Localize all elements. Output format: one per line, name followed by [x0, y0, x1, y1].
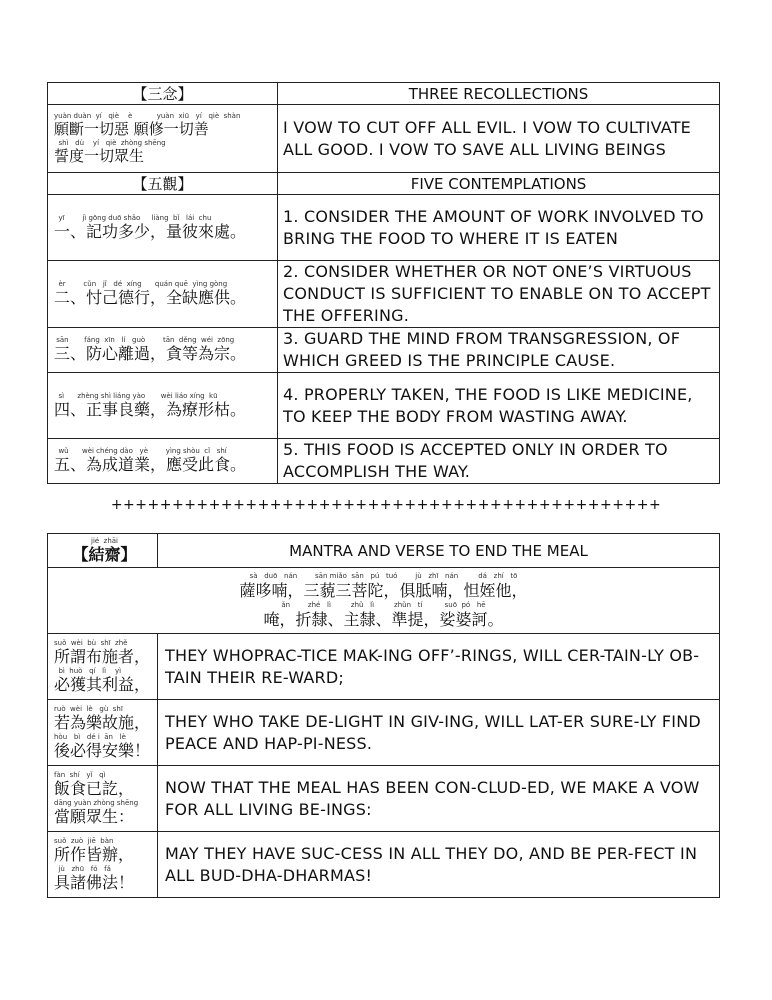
contemplations-title-zh: 【五觀】	[48, 173, 278, 195]
recollections-english: I VOW TO CUT OFF ALL EVIL. I VOW TO CULTIVATE ALL GOOD. I VOW TO SAVE ALL LIVING BEINGS	[278, 105, 720, 173]
verse-english: NOW THAT THE MEAL HAS BEEN CON-CLUD-ED, WE MAKE A VOW FOR ALL LIVING BE-INGS:	[158, 766, 720, 832]
chinese-line: 若為樂故施，	[54, 712, 151, 732]
pinyin-line: yuàn duàn yí qiè è yuàn xiū yí qiè shàn	[54, 111, 241, 120]
chinese-line: 願斷一切惡 願修一切善	[54, 119, 209, 138]
pinyin-line: dāng yuàn zhòng shēng	[54, 798, 139, 807]
contemplation-english: 1. CONSIDER THE AMOUNT OF WORK INVOLVED TO BRING THE FOOD TO WHERE IT IS EATEN	[278, 195, 720, 261]
contemplation-row	[48, 439, 720, 484]
chinese-line: 三、防心離過，貪等為宗。	[54, 344, 247, 363]
verse-english: THEY WHO TAKE DE-LIGHT IN GIV-ING, WILL LAT-ER SURE-LY FIND PEACE AND HAP-PI-NESS.	[158, 700, 720, 766]
pinyin-line: fàn shí yǐ qì	[54, 770, 106, 779]
pinyin-line: shì dù yí qiè zhòng shēng	[54, 138, 166, 147]
contemplation-english: 4. PROPERLY TAKEN, THE FOOD IS LIKE MEDICINE, TO KEEP THE BODY FROM WASTING AWAY.	[278, 373, 720, 439]
verse-row	[48, 700, 720, 766]
separator: +++++++++++++++++++++++++++++++++++++++++++++	[110, 497, 662, 513]
verse-row	[48, 766, 720, 832]
chinese-line: 五、為成道業，應受此食。	[54, 455, 247, 474]
recollections-chinese-cell	[48, 105, 278, 173]
pinyin-line: ruò wèi lè gù shī	[54, 704, 123, 713]
contemplation-row	[48, 328, 720, 373]
verse-row	[48, 832, 720, 898]
pinyin-line: jù zhū fó fǎ	[54, 864, 111, 873]
chinese-line: 一、記功多少，量彼來處。	[54, 221, 247, 241]
contemplations-table	[47, 82, 720, 484]
chinese-line: 唵，折隸、主隸、準提，娑婆訶。	[263, 609, 504, 629]
end-meal-title-en: MANTRA AND VERSE TO END THE MEAL	[158, 534, 720, 568]
contemplation-row	[48, 373, 720, 439]
pinyin-line: sà duō nán sān miǎo sān pú tuó jù zhī nán dá zhí tō	[249, 571, 518, 580]
chinese-line: 二、忖己德行，全缺應供。	[54, 288, 247, 307]
chinese-line: 四、正事良藥，為療形枯。	[54, 399, 247, 419]
contemplation-row	[48, 261, 720, 328]
pinyin-line: hòu bì dé i ān lè	[54, 732, 126, 741]
chinese-line: 薩哆喃，三藐三菩陀，俱胝喃，怛姪他，	[239, 580, 528, 600]
pinyin-line: suǒ wèi bù shī zhě	[54, 638, 128, 647]
verse-row	[48, 634, 720, 700]
pinyin-line: sān fáng xīn lí guò tān děng wéi zōng	[54, 336, 235, 344]
recollections-title-zh: 【三念】	[48, 83, 278, 105]
chinese-line: 所作皆辦，	[54, 844, 135, 864]
pinyin-line: ǎn zhé lì zhǔ lì zhǔn tí suō pó hē	[281, 600, 486, 609]
pinyin-line: jié zhāi	[91, 536, 118, 545]
contemplation-english: 3. GUARD THE MIND FROM TRANSGRESSION, OF WHICH GREED IS THE PRINCIPLE CAUSE.	[278, 328, 720, 373]
chinese-line: 飯食已訖，	[54, 778, 135, 798]
end-meal-table	[47, 533, 720, 898]
chinese-line: 必獲其利益，	[54, 674, 151, 694]
chinese-line: 【結齋】	[72, 544, 137, 564]
chinese-line: 具諸佛法！	[54, 872, 135, 892]
contemplations-title-en: FIVE CONTEMPLATIONS	[278, 173, 720, 195]
contemplation-english: 2. CONSIDER WHETHER OR NOT ONE’S VIRTUOUS CONDUCT IS SUFFICIENT TO ENABLE ON TO ACCEPT THE OFFERING.	[278, 261, 720, 328]
verse-english: MAY THEY HAVE SUC-CESS IN ALL THEY DO, AND BE PER-FECT IN ALL BUD-DHA-DHARMAS!	[158, 832, 720, 898]
contemplation-row	[48, 195, 720, 261]
chinese-line: 誓度一切眾生	[54, 146, 145, 165]
pinyin-line: sì zhèng shì liáng yào wèi liáo xíng kū	[54, 391, 218, 400]
chinese-line: 所謂布施者，	[54, 646, 151, 666]
contemplation-english: 5. THIS FOOD IS ACCEPTED ONLY IN ORDER TO ACCOMPLISH THE WAY.	[278, 439, 720, 484]
verse-english: THEY WHOPRAC-TICE MAK-ING OFF’-RINGS, WILL CER-TAIN-LY OB-TAIN THEIR RE-WARD;	[158, 634, 720, 700]
pinyin-line: suǒ zuò jiē bàn	[54, 836, 114, 845]
chinese-line: 後必得安樂！	[54, 740, 151, 760]
recollections-title-en: THREE RECOLLECTIONS	[278, 83, 720, 105]
end-meal-title-zh	[48, 534, 158, 568]
pinyin-line: bì huò qí lì yì	[54, 666, 122, 675]
pinyin-line: èr cǔn jǐ dé xíng quán quē yìng gòng	[54, 280, 228, 288]
mantra-cell	[48, 568, 720, 634]
pinyin-line: yī jì gōng duō shǎo liàng bǐ lái chu	[54, 213, 212, 222]
chinese-line: 當願眾生：	[54, 806, 135, 826]
pinyin-line: wǔ wèi chéng dào yè yìng shòu cǐ shí	[54, 447, 227, 455]
